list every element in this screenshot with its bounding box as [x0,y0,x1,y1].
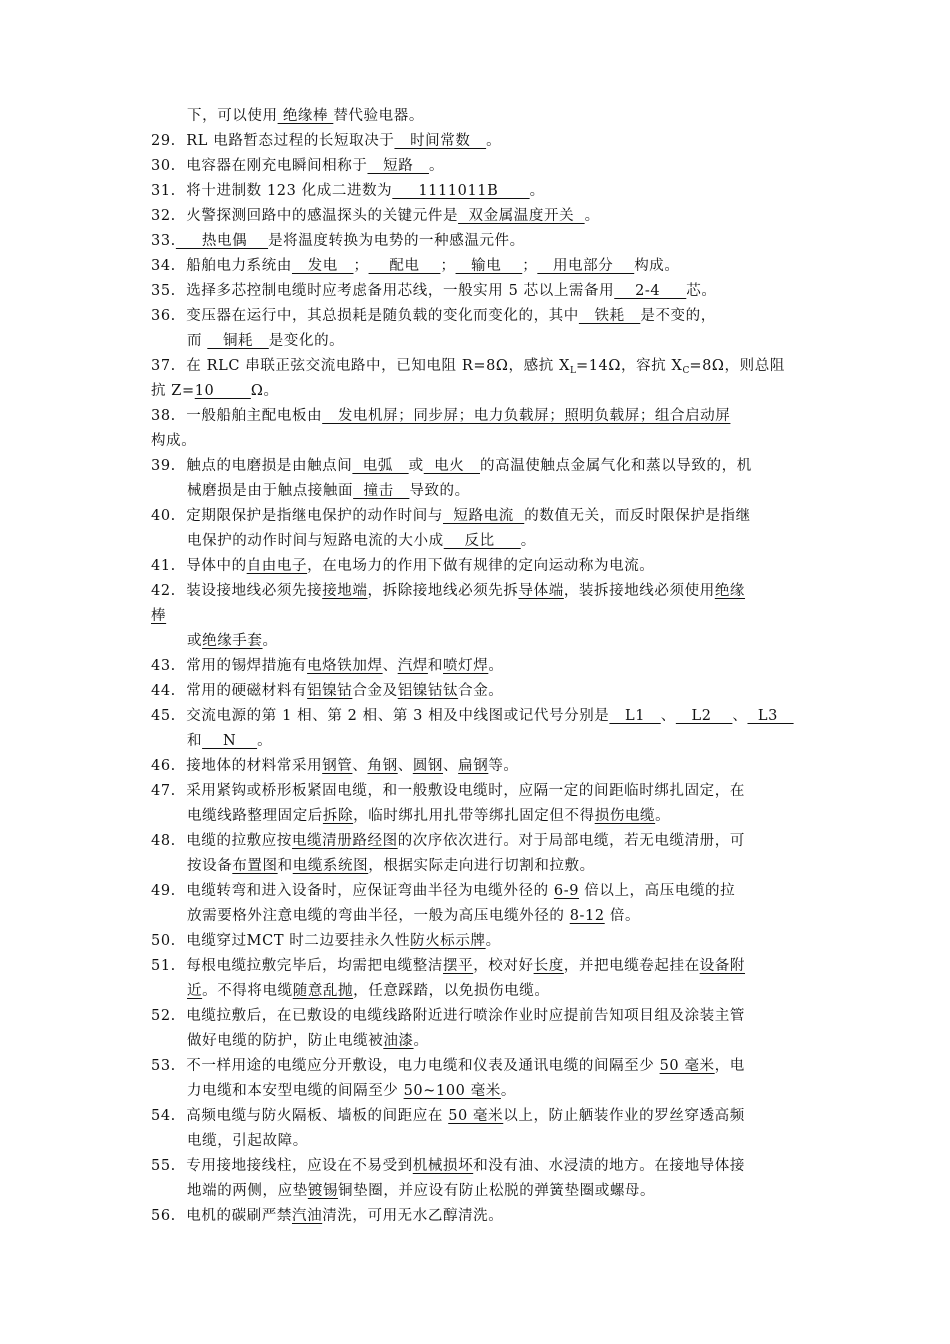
text-segment: 构成。 [151,433,197,449]
text-segment: 33. [151,233,176,249]
text-segment: 49. 电缆转弯和进入设备时，应保证弯曲半径为电缆外径的 [151,883,554,899]
text-segment: 40. 定期限保护是指继电保护的动作时间与 [151,508,443,524]
text-line [151,456,752,476]
text-line [151,931,501,951]
text-segment: 替代验电器。 [333,108,424,124]
text-line [187,1031,429,1051]
answer-blank: 用电部分 [537,258,635,274]
text-line [187,1131,308,1151]
text-segment: 30. 电容器在刚充电瞬间相称于 [151,158,368,174]
text-segment: ； [353,258,369,274]
answer-blank: 配电 [368,258,441,274]
text-line [151,581,745,601]
text-segment: 是变化的。 [268,333,345,349]
answer-blank: 长度 [533,958,564,974]
text-segment: 。 [529,183,545,199]
text-segment: 等。 [488,758,519,774]
answer-blank: N [202,733,258,749]
text-line [187,106,424,126]
text-segment: 是不变的， [640,308,716,324]
text-segment: 、 [352,758,368,774]
text-line [151,1056,745,1076]
text-segment: 31. 将十进制数 123 化成二进数为 [151,183,393,199]
text-line [151,956,745,976]
answer-blank: 热电偶 [175,233,269,249]
text-segment: 电保护的动作时间与短路电流的大小成 [187,533,444,549]
text-segment: 、 [397,758,413,774]
text-segment: 52. 电缆拉敷后，在已敷设的电缆线路附近进行喷涂作业时应提前告知项目组及涂装主管 [151,1008,745,1024]
text-segment: 50. 电缆穿过MCT 时二边要挂永久性 [151,933,411,949]
text-segment: 。 [486,133,502,149]
text-line [151,181,545,201]
answer-blank: 2-4 [614,283,687,299]
text-segment: 39. 触点的电磨损是由触点间 [151,458,353,474]
text-segment: 36. 变压器在运行中，其总损耗是随负载的变化而变化的，其中 [151,308,579,324]
text-segment: 。 [500,1083,517,1099]
text-line [151,206,600,226]
text-segment: 。 [520,533,536,549]
text-segment: 械磨损是由于触点接触面 [187,483,354,499]
text-segment: =14Ω，容抗 X [575,358,683,374]
text-segment: 、 [443,758,459,774]
answer-blank: 摆平 [442,958,474,974]
text-line [187,906,640,926]
text-segment: 的数值无关，而反时限保护是指继 [524,508,751,524]
text-segment: 以上，防止舾装作业的罗丝穿透高频 [503,1108,745,1124]
answer-blank: 50~100 毫米 [403,1083,501,1099]
answer-blank: 设备附 [699,958,746,974]
text-segment: =8Ω，则总阻 [689,358,785,374]
text-line [151,781,745,801]
text-segment: ，校对好 [473,958,534,974]
answer-blank: 损伤电缆 [594,808,656,824]
text-segment: 清洗，可用无水乙醇清洗。 [322,1208,504,1224]
text-line [151,656,503,676]
subscript: C [682,366,690,376]
answer-blank: 拆除 [322,808,354,824]
answer-blank: 输电 [455,258,523,274]
text-segment: 导致的。 [409,483,470,499]
answer-blank: 随意乱抛 [292,983,354,999]
text-segment: 放需要格外注意电缆的弯曲半径，一般为高压电缆外径的 [187,908,570,924]
text-line [187,806,670,826]
answer-blank: 铝镍钴钛 [397,683,459,699]
answer-blank: 电烙铁加焊 [307,658,383,674]
text-line [151,1006,745,1026]
text-segment: 37. 在 RLC 串联正弦交流电路中，已知电阻 R=8Ω，感抗 X [151,358,570,374]
text-line [151,231,525,251]
text-segment: ，临时绑扎用扎带等绑扎固定但不得 [353,808,595,824]
answer-blank: 6-9 [553,883,580,899]
text-segment: 电缆线路整理固定后 [187,808,323,824]
text-segment: 53. 不一样用途的电缆应分开敷设，电力电缆和仪表及通讯电缆的间隔至少 [151,1058,660,1074]
text-segment: 34. 船舶电力系统由 [151,258,292,274]
text-line [151,681,503,701]
answer-blank: L2 [675,708,733,724]
text-line [151,606,166,626]
text-line [151,306,716,326]
answer-blank: 棒 [151,608,167,624]
text-segment: 是将温度转换为电势的一种感温元件。 [268,233,525,249]
answer-blank: 双金属温度开关 [458,208,585,224]
text-line [187,631,278,651]
answer-blank: 扁钢 [458,758,489,774]
text-segment: ； [522,258,538,274]
text-line [187,481,470,501]
text-segment: ，并把电缆卷起挂在 [563,958,700,974]
text-segment: 而 [187,333,208,349]
answer-blank: 10 [194,383,251,399]
text-segment: 抗 Z= [151,383,195,399]
answer-blank: 50 毫米 [659,1058,715,1074]
text-segment: 。 [257,733,273,749]
text-line [151,406,730,426]
answer-blank: 短路电流 [442,508,525,524]
text-segment: 或 [187,633,203,649]
answer-blank: 铜耗 [207,333,269,349]
answer-blank: 时间常数 [394,133,487,149]
text-segment: 44. 常用的硬磁材料有 [151,683,308,699]
text-line [187,1081,516,1101]
answer-blank: 钢管 [322,758,353,774]
answer-blank: 绝缘 [714,583,746,599]
text-line [151,556,654,576]
text-segment: 、 [660,708,676,724]
answer-blank: 汽油 [291,1208,323,1224]
text-segment: 43. 常用的锡焊措施有 [151,658,308,674]
answer-blank: 机械损坏 [412,1158,474,1174]
answer-blank: 绝缘手套 [202,633,263,649]
text-line [187,1181,655,1201]
text-segment: 和没有油、水浸渍的地方。在接地导体接 [473,1158,745,1174]
answer-blank: 短路 [367,158,429,174]
answer-blank: 近 [187,983,203,999]
text-segment: 和 [277,858,293,874]
text-segment: ，电 [714,1058,745,1074]
text-segment: 51. 每根电缆拉敷完毕后，均需把电缆整洁 [151,958,443,974]
text-segment: 38. 一般船舶主配电板由 [151,408,323,424]
answer-blank: 镀锡 [307,1183,339,1199]
text-segment: 下，可以使用 [187,108,278,124]
answer-blank: 导体端 [518,583,564,599]
text-segment: 和 [187,733,203,749]
text-segment: ，根据实际走向进行切割和拉敷。 [368,858,595,874]
text-segment: 29. RL 电路暂态过程的长短取决于 [151,133,395,149]
text-segment: 倍。 [604,908,641,924]
text-line [151,881,735,901]
text-segment: 。 [584,208,600,224]
text-line [151,831,745,851]
text-segment: 45. 交流电源的第 1 相、第 2 相、第 3 相及中线图或记代号分别是 [151,708,610,724]
answer-blank: L1 [609,708,661,724]
text-line [151,281,716,301]
answer-blank: 撞击 [353,483,410,499]
text-segment: ，任意踩踏，以免损伤电缆。 [353,983,550,999]
text-segment: Ω。 [250,383,279,399]
text-segment: 按设备 [187,858,233,874]
text-segment: 。 [485,933,501,949]
text-line [187,981,549,1001]
answer-blank: 喷灯焊 [443,658,489,674]
text-segment: ，拆除接地线必须先拆 [367,583,519,599]
answer-blank: 发电 [291,258,354,274]
text-line [151,1106,745,1126]
text-segment: 芯。 [686,283,717,299]
text-line [187,531,536,551]
answer-blank: 电缆系统图 [292,858,369,874]
answer-blank: 油漆 [383,1033,414,1049]
answer-blank: 反比 [443,533,521,549]
text-line [151,506,751,526]
text-segment: 力电缆和本安型电缆的间隔至少 [187,1083,404,1099]
text-line [151,256,680,276]
text-segment: 。 [655,808,671,824]
text-segment: 电缆，引起故障。 [187,1133,308,1149]
text-segment: 55. 专用接地接线柱，应设在不易受到 [151,1158,413,1174]
text-segment: 。 [428,158,445,174]
text-segment: 铜垫圈，并应设有防止松脱的弹簧垫圈或螺母。 [338,1183,656,1199]
answer-blank: 50 毫米 [448,1108,504,1124]
text-segment: 的次序依次进行。对于局部电缆，若无电缆清册，可 [397,833,745,849]
answer-blank: 电火 [423,458,480,474]
text-segment: 做好电缆的防护，防止电缆被 [187,1033,384,1049]
text-segment: 倍以上，高压电缆的拉 [579,883,736,899]
answer-blank: 圆钢 [412,758,444,774]
answer-blank: 发电机屏；同步屏；电力负载屏；照明负载屏；组合启动屏 [322,408,731,424]
text-segment: 。 [262,633,278,649]
text-segment: 32. 火警探测回路中的感温探头的关键元件是 [151,208,459,224]
text-segment: 、 [732,708,748,724]
answer-blank: 电缆清册路经图 [291,833,398,849]
text-line [151,706,794,726]
text-line [151,1156,745,1176]
text-line [151,1206,503,1226]
text-line [151,431,196,451]
text-line [151,131,501,151]
text-line [151,381,279,401]
text-segment: 或 [408,458,424,474]
answer-blank: L3 [747,708,794,724]
text-segment: 、 [382,658,398,674]
text-segment: 35. 选择多芯控制电缆时应考虑备用芯线，一般实用 5 芯以上需备用 [151,283,615,299]
answer-blank: 角钢 [367,758,398,774]
text-segment: ，装拆接地线必须使用 [563,583,715,599]
text-segment: 地端的两侧，应垫 [187,1183,308,1199]
text-line [151,756,519,776]
text-segment: 构成。 [634,258,680,274]
text-segment: 47. 采用紧钩或桥形板紧固电缆，和一般敷设电缆时，应隔一定的间距临时绑扎固定，在 [151,783,745,799]
text-segment: 合金。 [458,683,504,699]
text-segment: 42. 装设接地线必须先接 [151,583,323,599]
text-segment: 的高温使触点金属气化和蒸以导致的，机 [480,458,752,474]
text-line [187,731,272,751]
text-segment: 合金及 [352,683,398,699]
answer-blank: 1111011B [392,183,530,199]
text-segment: 。 [488,658,504,674]
text-segment: ； [440,258,456,274]
answer-blank: 绝缘棒 [277,108,334,124]
answer-blank: 电弧 [352,458,409,474]
text-segment: 54. 高频电缆与防火隔板、墙板的间距应在 [151,1108,449,1124]
text-segment: 。 [413,1033,429,1049]
text-line [151,156,444,176]
answer-blank: 铝镍钴 [307,683,353,699]
text-segment: 56. 电机的碳刷严禁 [151,1208,292,1224]
answer-blank: 汽焊 [397,658,428,674]
answer-blank: 布置图 [232,858,278,874]
subscript: L [570,366,576,376]
text-line [187,331,344,351]
text-segment: 46. 接地体的材料常采用 [151,758,323,774]
text-segment: 。不得将电缆 [202,983,293,999]
text-segment: ，在电场力的作用下做有规律的定向运动称为电流。 [307,558,655,574]
answer-blank: 接地端 [322,583,368,599]
text-line [151,356,785,381]
text-segment: 41. 导体中的 [151,558,247,574]
text-segment: 和 [427,658,443,674]
answer-blank: 8-12 [569,908,605,924]
text-segment: 48. 电缆的拉敷应按 [151,833,292,849]
text-line [187,856,595,876]
answer-blank: 防火标示牌 [410,933,486,949]
answer-blank: 自由电子 [246,558,308,574]
answer-blank: 铁耗 [578,308,641,324]
